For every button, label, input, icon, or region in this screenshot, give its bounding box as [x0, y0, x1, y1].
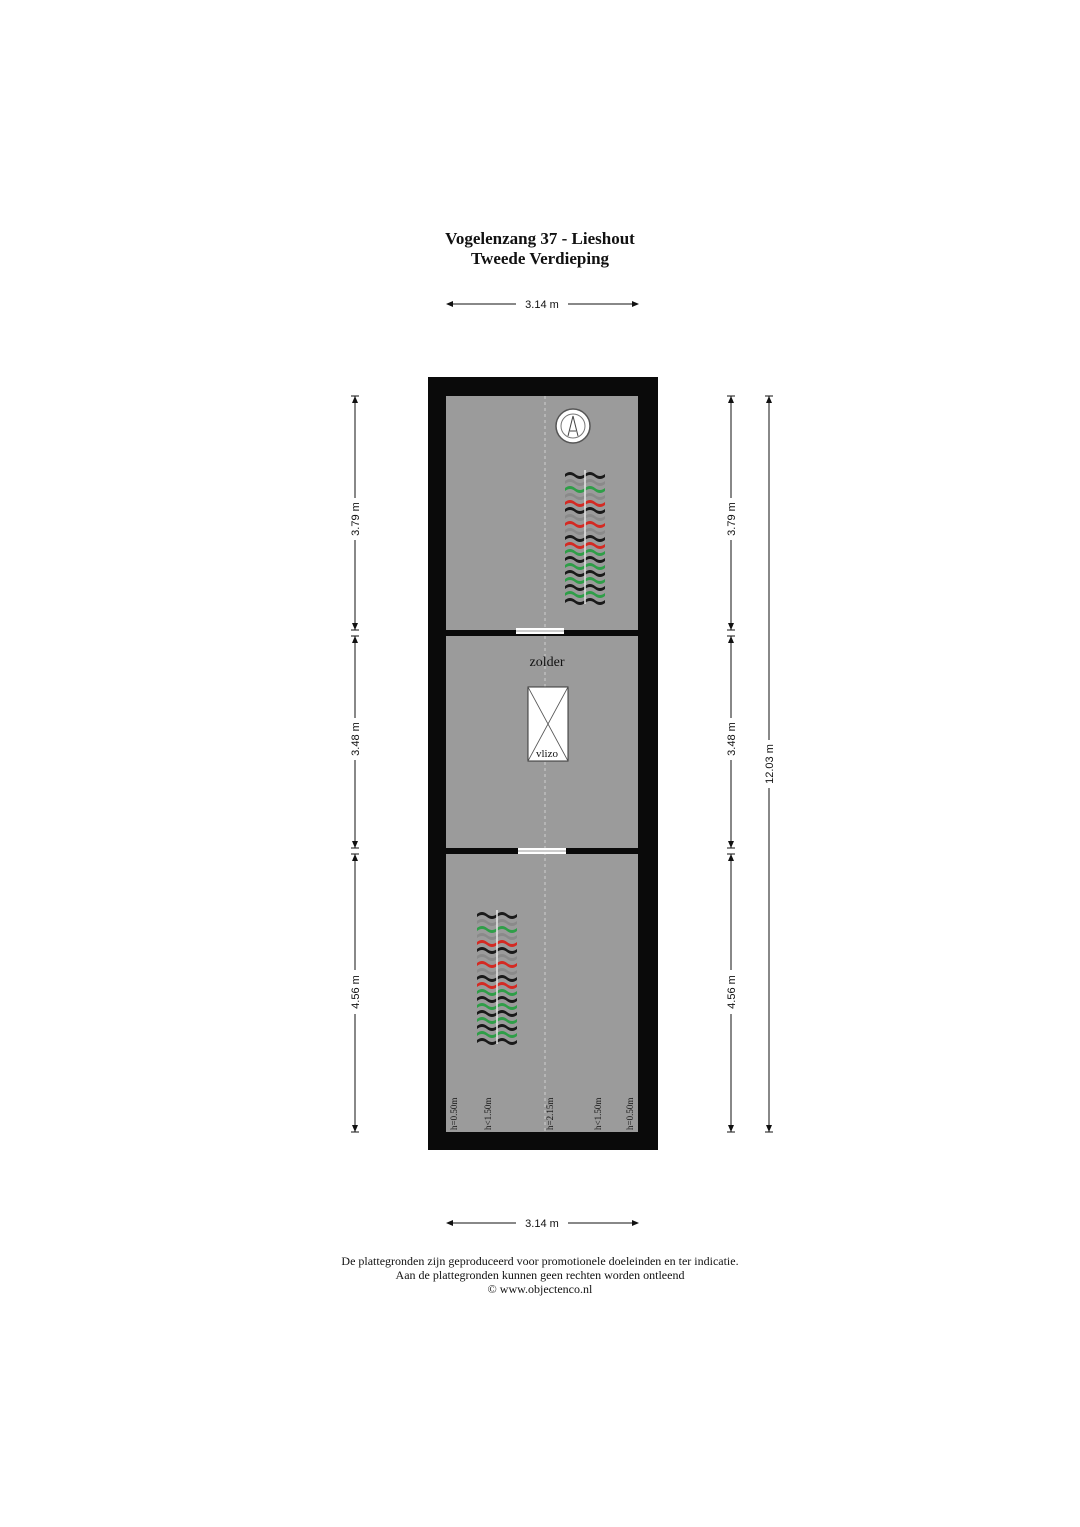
- disclaimer-line-1: De plattegronden zijn geproduceerd voor promotionele doeleinden en ter indicatie.: [341, 1254, 739, 1268]
- right-dim-label-middle: 3.48 m: [726, 722, 738, 756]
- door-icon: [516, 628, 564, 634]
- total-height-dimension: [764, 396, 776, 1132]
- room-top-floor: [446, 396, 638, 630]
- top-width-label: 3.14 m: [525, 299, 559, 311]
- height-marker: h=0.50m: [449, 1097, 459, 1130]
- right-dim-label-top: 3.79 m: [726, 502, 738, 536]
- bottom-width-dimension: [446, 1218, 639, 1230]
- room-label-attic: zolder: [529, 655, 565, 670]
- plan-floor-name: Tweede Verdieping: [470, 249, 610, 268]
- total-height-label: 12.03 m: [764, 744, 776, 784]
- height-marker: h<1.50m: [483, 1097, 493, 1130]
- height-marker: h<1.50m: [593, 1097, 603, 1130]
- bottom-width-label: 3.14 m: [525, 1218, 559, 1230]
- left-dim-label-middle: 3.48 m: [350, 722, 362, 756]
- loft-hatch: [528, 687, 568, 761]
- boiler-icon: [556, 409, 590, 443]
- left-dim-label-bottom: 4.56 m: [350, 975, 362, 1009]
- right-dim-label-bottom: 4.56 m: [726, 975, 738, 1009]
- plan-address: Vogelenzang 37 - Lieshout: [445, 229, 635, 248]
- top-width-dimension: [446, 299, 639, 311]
- hatch-label: vlizo: [536, 748, 558, 760]
- left-dim-label-top: 3.79 m: [350, 502, 362, 536]
- copyright-line: © www.objectenco.nl: [487, 1282, 593, 1296]
- height-marker: h=2.15m: [545, 1097, 555, 1130]
- height-marker: h=0.50m: [625, 1097, 635, 1130]
- room-bottom-floor: [446, 854, 638, 1132]
- disclaimer-line-2: Aan de plattegronden kunnen geen rechten worden ontleend: [395, 1268, 685, 1282]
- door-icon: [518, 848, 566, 854]
